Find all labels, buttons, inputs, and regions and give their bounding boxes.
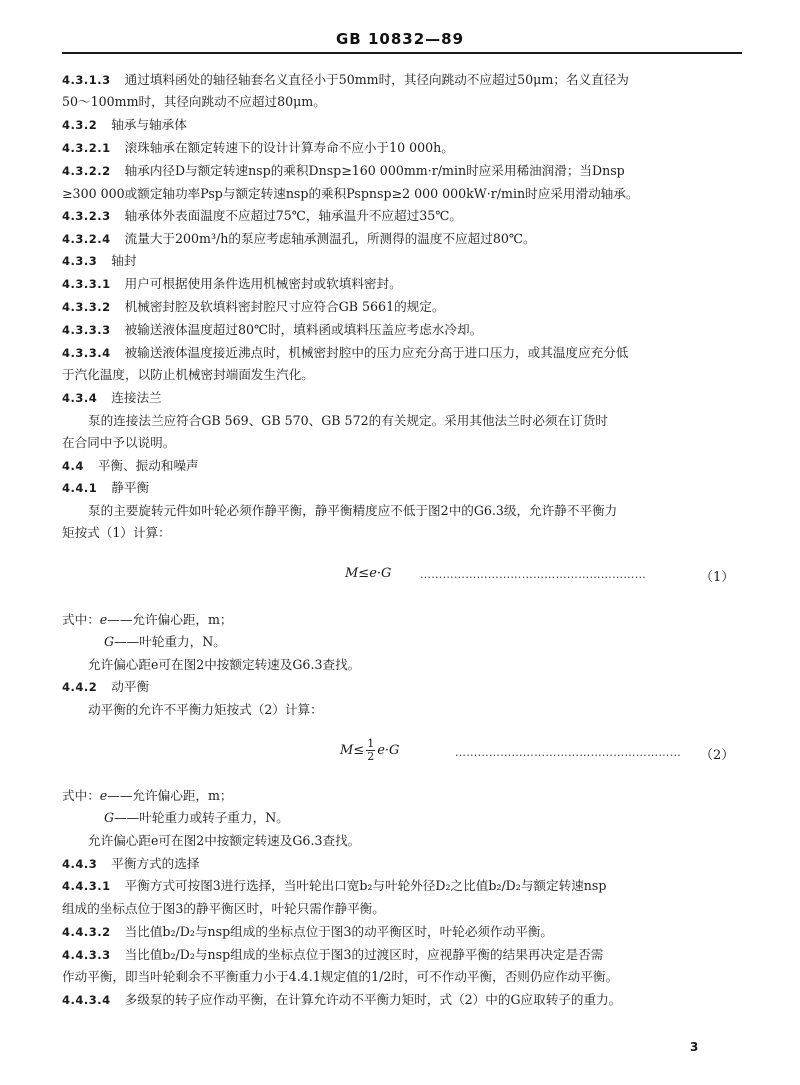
clause-number: 4.4.3.1 [62, 879, 111, 893]
section-title: 静平衡 [111, 480, 150, 495]
symbol-g-desc: ——叶轮重力或转子重力，N。 [114, 810, 289, 825]
clause-4-3-2-1 [62, 140, 742, 156]
section-4-3-4 [62, 390, 742, 406]
clause-4-3-3-4-cont: 于汽化温度，以防止机械密封端面发生汽化。 [62, 367, 314, 382]
clause-4-3-2-4 [62, 231, 742, 247]
section-4-4-1 [62, 480, 742, 496]
symbol-g-desc: ——叶轮重力，N。 [114, 634, 226, 649]
equation-number-1: （1） [700, 570, 735, 585]
section-4-4 [62, 458, 742, 474]
clause-number: 4.4.3.2 [62, 925, 111, 939]
equation-number-2: （2） [700, 748, 735, 763]
clause-number: 4.4.3.3 [62, 948, 111, 962]
clause-text: 轴承内径D与额定转速nsp的乘积Dnsp≥160 000mm·r/min时应采用稀油润滑；当Dnsp [124, 163, 625, 178]
formula-2-leader: …………………………………………………… [455, 746, 681, 759]
fraction-one-half [366, 738, 375, 763]
formula-1-leader: …………………………………………………… [420, 568, 646, 581]
section-title: 平衡方式的选择 [111, 856, 200, 871]
paragraph-dynamic-balance: 动平衡的允许不平衡力矩按式（2）计算： [88, 702, 323, 717]
clause-number: 4.3.3.4 [62, 346, 111, 360]
clause-number: 4.3.3.1 [62, 277, 111, 291]
clause-4-3-3-4 [62, 345, 742, 361]
symbol-g: G [104, 810, 115, 825]
clause-4-4-3-3 [62, 947, 742, 963]
section-title: 轴封 [111, 253, 137, 268]
clause-number: 4.3.2.4 [62, 232, 111, 246]
note-eccentricity-1: 允许偏心距e可在图2中按额定转速及G6.3查找。 [88, 657, 361, 672]
paragraph-flange: 泵的连接法兰应符合GB 569、GB 570、GB 572的有关规定。采用其他法兰时必须在订货时 [88, 413, 608, 428]
clause-4-4-3-4 [62, 992, 742, 1008]
section-number: 4.4.1 [62, 481, 98, 495]
clause-text: 被输送液体温度超过80℃时，填料函或填料压盖应考虑水冷却。 [124, 322, 483, 337]
header-rule [62, 52, 742, 54]
where-lead: 式中： [62, 612, 100, 627]
formula-2-rhs: e·G [377, 743, 400, 758]
clause-4-3-2-2 [62, 163, 742, 179]
where-clause-2-g [104, 810, 784, 826]
fraction-numerator: 1 [367, 737, 375, 750]
section-number: 4.3.4 [62, 391, 98, 405]
clause-number: 4.4.3.4 [62, 993, 111, 1007]
fraction-denominator: 2 [367, 750, 375, 763]
clause-text: 多级泵的转子应作动平衡，在计算允许动不平衡力矩时，式（2）中的G应取转子的重力。 [124, 992, 622, 1007]
paragraph-static-balance: 泵的主要旋转元件如叶轮必须作静平衡，静平衡精度应不低于图2中的G6.3级，允许静不平衡力 [88, 503, 618, 518]
where-clause-2-e [62, 788, 742, 804]
section-title: 连接法兰 [111, 390, 162, 405]
section-number: 4.4 [62, 459, 84, 473]
symbol-e: e [99, 612, 108, 627]
section-4-3-2 [62, 117, 742, 133]
clause-number: 4.3.2.3 [62, 209, 111, 223]
section-number: 4.4.3 [62, 857, 98, 871]
clause-text: 用户可根据使用条件选用机械密封或软填料密封。 [124, 276, 402, 291]
clause-text: 被输送液体温度接近沸点时，机械密封腔中的压力应充分高于进口压力，或其温度应充分低 [124, 345, 629, 360]
where-clause-1-e [62, 612, 742, 628]
section-4-4-2 [62, 679, 742, 695]
formula-2-lhs: M≤ [340, 743, 365, 758]
clause-text: 轴承体外表面温度不应超过75℃，轴承温升不应超过35℃。 [124, 208, 462, 223]
clause-4-3-3-3 [62, 322, 742, 338]
clause-4-3-1-3-cont: 50～100mm时，其径向跳动不应超过80μm。 [62, 94, 326, 109]
clause-number: 4.3.1.3 [62, 73, 111, 87]
paragraph-flange-cont: 在合同中予以说明。 [62, 435, 176, 450]
clause-4-3-2-3 [62, 208, 742, 224]
page-number: 3 [690, 1040, 699, 1054]
clause-4-4-3-2 [62, 924, 742, 940]
section-4-3-3 [62, 253, 742, 269]
clause-text: 流量大于200m³/h的泵应考虑轴承测温孔，所测得的温度不应超过80℃。 [124, 231, 536, 246]
clause-4-3-3-1 [62, 276, 742, 292]
where-lead: 式中： [62, 788, 100, 803]
clause-text: 通过填料函处的轴径轴套名义直径小于50mm时，其径向跳动不应超过50μm；名义直径为 [124, 72, 629, 87]
formula-2 [340, 738, 399, 763]
clause-4-4-3-1 [62, 878, 742, 894]
section-number: 4.3.2 [62, 118, 98, 132]
note-eccentricity-2: 允许偏心距e可在图2中按额定转速及G6.3查找。 [88, 833, 361, 848]
clause-text: 当比值b₂/D₂与nsp组成的坐标点位于图3的动平衡区时，叶轮必须作动平衡。 [124, 924, 553, 939]
section-number: 4.3.3 [62, 254, 98, 268]
section-4-4-3 [62, 856, 742, 872]
clause-4-3-1-3 [62, 72, 742, 88]
clause-4-3-2-2-cont: ≥300 000或额定轴功率Psp与额定转速nsp的乘积Pspnsp≥2 000 000kW·r/min时应采用滑动轴承。 [62, 186, 639, 201]
clause-4-3-3-2 [62, 299, 742, 315]
section-title: 动平衡 [111, 679, 150, 694]
symbol-e-desc: ——允许偏心距，m； [107, 612, 233, 627]
symbol-e: e [99, 788, 108, 803]
formula-1: M≤e·G [345, 566, 392, 581]
clause-number: 4.3.2.2 [62, 164, 111, 178]
clause-number: 4.3.2.1 [62, 141, 111, 155]
document-header: GB 10832—89 [335, 30, 465, 48]
clause-text: 机械密封腔及软填料密封腔尺寸应符合GB 5661的规定。 [124, 299, 445, 314]
paragraph-static-balance-cont: 矩按式（1）计算： [62, 525, 171, 540]
clause-text: 平衡方式可按图3进行选择，当叶轮出口宽b₂与叶轮外径D₂之比值b₂/D₂与额定转速nsp [124, 878, 607, 893]
section-title: 平衡、振动和噪声 [97, 458, 199, 473]
clause-text: 滚珠轴承在额定转速下的设计计算寿命不应小于10 000h。 [124, 140, 454, 155]
symbol-g: G [104, 634, 115, 649]
symbol-e-desc: ——允许偏心距，m； [107, 788, 233, 803]
where-clause-1-g [104, 634, 784, 650]
section-number: 4.4.2 [62, 680, 98, 694]
clause-text: 当比值b₂/D₂与nsp组成的坐标点位于图3的过渡区时，应视静平衡的结果再决定是否需 [124, 947, 604, 962]
section-title: 轴承与轴承体 [111, 117, 187, 132]
clause-4-4-3-3-cont: 作动平衡，即当叶轮剩余不平衡重力小于4.4.1规定值的1/2时，可不作动平衡，否则仍应作动平衡。 [62, 969, 619, 984]
clause-4-4-3-1-cont: 组成的坐标点位于图3的静平衡区时，叶轮只需作静平衡。 [62, 901, 385, 916]
clause-number: 4.3.3.2 [62, 300, 111, 314]
clause-number: 4.3.3.3 [62, 323, 111, 337]
